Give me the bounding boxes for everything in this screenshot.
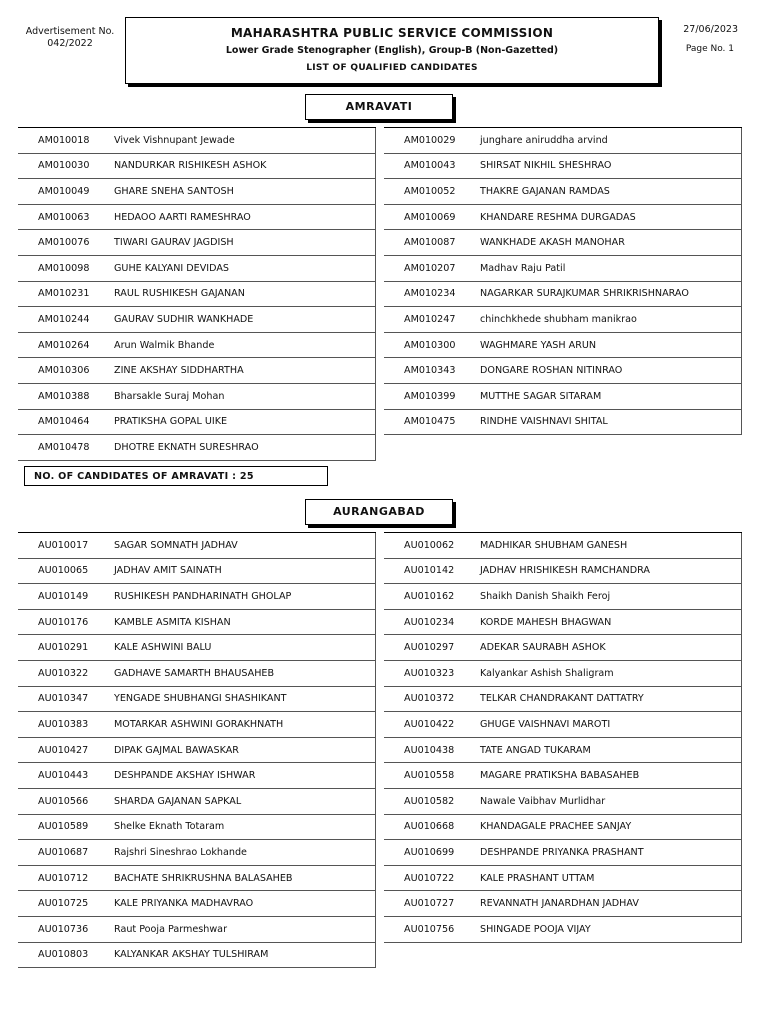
candidate-name: RUSHIKESH PANDHARINATH GHOLAP <box>114 590 292 602</box>
candidate-name: ADEKAR SAURABH ASHOK <box>480 642 606 654</box>
roll-number: AM010475 <box>404 416 456 428</box>
header-box <box>125 17 659 84</box>
roll-number: AM010388 <box>38 390 90 402</box>
aurangabad-left-column <box>18 532 376 968</box>
candidate-name: DESHPANDE AKSHAY ISHWAR <box>114 770 256 782</box>
candidate-name: Bharsakle Suraj Mohan <box>114 390 225 402</box>
roll-number: AU010558 <box>404 770 455 782</box>
candidate-row <box>18 738 376 764</box>
candidate-name: Raut Pooja Parmeshwar <box>114 923 228 935</box>
candidate-row <box>18 815 376 841</box>
list-title: LIST OF QUALIFIED CANDIDATES <box>306 63 478 73</box>
roll-number: AU010722 <box>404 872 455 884</box>
roll-number: AU010372 <box>404 693 455 705</box>
candidate-row <box>384 815 742 841</box>
candidate-row <box>384 533 742 559</box>
roll-number: AU010062 <box>404 539 455 551</box>
roll-number: AU010427 <box>38 744 89 756</box>
roll-number: AM010087 <box>404 237 456 249</box>
candidate-row <box>384 230 742 256</box>
roll-number: AU010017 <box>38 539 89 551</box>
roll-number: AU010566 <box>38 795 89 807</box>
candidate-row <box>18 917 376 943</box>
candidate-name: chinchkhede shubham manikrao <box>480 313 637 325</box>
candidate-name: RINDHE VAISHNAVI SHITAL <box>480 416 608 428</box>
roll-number: AU010443 <box>38 770 89 782</box>
roll-number: AU010582 <box>404 795 455 807</box>
candidate-name: DESHPANDE PRIYANKA PRASHANT <box>480 846 644 858</box>
candidate-row <box>384 307 742 333</box>
candidate-name: DHOTRE EKNATH SURESHRAO <box>114 441 259 453</box>
division-heading-aurangabad: AURANGABAD <box>305 499 453 525</box>
roll-number: AM010018 <box>38 134 90 146</box>
roll-number: AM010063 <box>38 211 90 223</box>
candidate-name: BACHATE SHRIKRUSHNA BALASAHEB <box>114 872 293 884</box>
candidate-name: GHUGE VAISHNAVI MAROTI <box>480 718 611 730</box>
candidate-name: REVANNATH JANARDHAN JADHAV <box>480 898 639 910</box>
candidate-row <box>18 205 376 231</box>
post-subtitle: Lower Grade Stenographer (English), Group-B (Non-Gazetted) <box>225 45 559 56</box>
candidate-name: Nawale Vaibhav Murlidhar <box>480 795 606 807</box>
candidate-name: GADHAVE SAMARTH BHAUSAHEB <box>114 667 275 679</box>
candidate-row <box>18 840 376 866</box>
roll-number: AM010052 <box>404 185 456 197</box>
roll-number: AU010297 <box>404 642 455 654</box>
advertisement-label: Advertisement No. <box>25 26 115 37</box>
roll-number: AU010589 <box>38 821 89 833</box>
candidate-name: WAGHMARE YASH ARUN <box>480 339 597 351</box>
candidate-name: SHIRSAT NIKHIL SHESHRAO <box>480 160 612 172</box>
advertisement-number <box>16 26 124 50</box>
candidate-row <box>384 687 742 713</box>
candidate-row <box>384 154 742 180</box>
roll-number: AU010347 <box>38 693 89 705</box>
candidate-row <box>18 635 376 661</box>
roll-number: AU010291 <box>38 642 89 654</box>
candidate-row <box>18 789 376 815</box>
candidate-row <box>384 917 742 943</box>
candidate-row <box>18 282 376 308</box>
roll-number: AM010049 <box>38 185 90 197</box>
candidate-name: KAMBLE ASMITA KISHAN <box>114 616 231 628</box>
roll-number: AM010069 <box>404 211 456 223</box>
candidate-row <box>18 943 376 969</box>
candidate-name: TIWARI GAURAV JAGDISH <box>114 237 234 249</box>
commission-title: MAHARASHTRA PUBLIC SERVICE COMMISSION <box>230 26 554 40</box>
candidate-name: GAURAV SUDHIR WANKHADE <box>114 313 254 325</box>
candidate-row <box>18 307 376 333</box>
candidate-row <box>18 333 376 359</box>
roll-number: AU010803 <box>38 949 89 961</box>
candidate-row <box>384 128 742 154</box>
candidate-name: YENGADE SHUBHANGI SHASHIKANT <box>114 693 287 705</box>
candidate-name: JADHAV AMIT SAINATH <box>114 565 222 577</box>
roll-number: AU010383 <box>38 718 89 730</box>
amravati-right-column <box>384 127 742 435</box>
candidate-row <box>18 712 376 738</box>
roll-number: AM010098 <box>38 262 90 274</box>
candidate-name: MOTARKAR ASHWINI GORAKHNATH <box>114 718 284 730</box>
candidate-name: WANKHADE AKASH MANOHAR <box>480 237 625 249</box>
candidate-name: NANDURKAR RISHIKESH ASHOK <box>114 160 267 172</box>
candidate-row <box>384 205 742 231</box>
candidate-name: TATE ANGAD TUKARAM <box>480 744 591 756</box>
candidate-row <box>384 789 742 815</box>
amravati-left-column <box>18 127 376 461</box>
candidate-row <box>18 230 376 256</box>
candidate-name: Shelke Eknath Totaram <box>114 821 225 833</box>
candidate-name: MUTTHE SAGAR SITARAM <box>480 390 602 402</box>
candidate-name: THAKRE GAJANAN RAMDAS <box>480 185 610 197</box>
roll-number: AU010725 <box>38 898 89 910</box>
candidate-row <box>384 179 742 205</box>
roll-number: AM010234 <box>404 288 456 300</box>
candidate-name: NAGARKAR SURAJKUMAR SHRIKRISHNARAO <box>480 288 689 300</box>
candidate-name: SHINGADE POOJA VIJAY <box>480 923 591 935</box>
roll-number: AM010029 <box>404 134 456 146</box>
candidate-row <box>384 635 742 661</box>
candidate-name: MADHIKAR SHUBHAM GANESH <box>480 539 628 551</box>
candidate-row <box>18 584 376 610</box>
candidate-name: ZINE AKSHAY SIDDHARTHA <box>114 365 244 377</box>
candidate-count-amravati: NO. OF CANDIDATES OF AMRAVATI : 25 <box>24 466 328 486</box>
aurangabad-right-column <box>384 532 742 943</box>
roll-number: AU010699 <box>404 846 455 858</box>
candidate-row <box>384 256 742 282</box>
division-heading-amravati: AMRAVATI <box>305 94 453 120</box>
roll-number: AM010300 <box>404 339 456 351</box>
candidate-name: Rajshri Sineshrao Lokhande <box>114 846 247 858</box>
candidate-name: JADHAV HRISHIKESH RAMCHANDRA <box>480 565 650 577</box>
candidate-name: KALYANKAR AKSHAY TULSHIRAM <box>114 949 269 961</box>
advertisement-value: 042/2022 <box>47 38 93 49</box>
candidate-row <box>18 610 376 636</box>
candidate-name: KORDE MAHESH BHAGWAN <box>480 616 612 628</box>
candidate-row <box>18 763 376 789</box>
candidate-row <box>384 712 742 738</box>
roll-number: AU010438 <box>404 744 455 756</box>
roll-number: AU010065 <box>38 565 89 577</box>
roll-number: AU010736 <box>38 923 89 935</box>
candidate-name: Vivek Vishnupant Jewade <box>114 134 235 146</box>
candidate-row <box>18 154 376 180</box>
roll-number: AU010668 <box>404 821 455 833</box>
candidate-name: Shaikh Danish Shaikh Feroj <box>480 590 611 602</box>
candidate-row <box>18 891 376 917</box>
candidate-name: MAGARE PRATIKSHA BABASAHEB <box>480 770 640 782</box>
roll-number: AM010343 <box>404 365 456 377</box>
candidate-row <box>18 410 376 436</box>
roll-number: AU010727 <box>404 898 455 910</box>
roll-number: AM010076 <box>38 237 90 249</box>
roll-number: AU010162 <box>404 590 455 602</box>
roll-number: AU010712 <box>38 872 89 884</box>
document-date: 27/06/2023 <box>683 24 738 35</box>
candidate-row <box>384 661 742 687</box>
candidate-name: KALE PRASHANT UTTAM <box>480 872 595 884</box>
candidate-row <box>384 410 742 436</box>
candidate-name: GUHE KALYANI DEVIDAS <box>114 262 229 274</box>
candidate-name: DONGARE ROSHAN NITINRAO <box>480 365 623 377</box>
roll-number: AU010142 <box>404 565 455 577</box>
roll-number: AU010149 <box>38 590 89 602</box>
candidate-row <box>18 866 376 892</box>
page-number: Page No. 1 <box>685 44 734 54</box>
candidate-name: KHANDAGALE PRACHEE SANJAY <box>480 821 632 833</box>
roll-number: AU010687 <box>38 846 89 858</box>
candidate-row <box>18 179 376 205</box>
candidate-row <box>384 763 742 789</box>
candidate-row <box>18 559 376 585</box>
candidate-row <box>18 435 376 461</box>
roll-number: AM010464 <box>38 416 90 428</box>
candidate-name: KHANDARE RESHMA DURGADAS <box>480 211 636 223</box>
roll-number: AM010231 <box>38 288 90 300</box>
candidate-row <box>384 738 742 764</box>
roll-number: AU010323 <box>404 667 455 679</box>
candidate-name: PRATIKSHA GOPAL UIKE <box>114 416 228 428</box>
roll-number: AM010043 <box>404 160 456 172</box>
roll-number: AU010234 <box>404 616 455 628</box>
candidate-name: SAGAR SOMNATH JADHAV <box>114 539 238 551</box>
candidate-name: Kalyankar Ashish Shaligram <box>480 667 614 679</box>
candidate-row <box>18 687 376 713</box>
roll-number: AM010030 <box>38 160 90 172</box>
candidate-name: Madhav Raju Patil <box>480 262 566 274</box>
candidate-row <box>18 533 376 559</box>
candidate-name: SHARDA GAJANAN SAPKAL <box>114 795 242 807</box>
roll-number: AM010264 <box>38 339 90 351</box>
candidate-name: KALE ASHWINI BALU <box>114 642 212 654</box>
candidate-row <box>384 891 742 917</box>
candidate-name: DIPAK GAJMAL BAWASKAR <box>114 744 239 756</box>
roll-number: AU010176 <box>38 616 89 628</box>
roll-number: AU010422 <box>404 718 455 730</box>
roll-number: AM010399 <box>404 390 456 402</box>
candidate-row <box>384 866 742 892</box>
candidate-row <box>384 358 742 384</box>
roll-number: AM010244 <box>38 313 90 325</box>
candidate-row <box>384 559 742 585</box>
candidate-row <box>18 128 376 154</box>
candidate-row <box>18 358 376 384</box>
candidate-name: TELKAR CHANDRAKANT DATTATRY <box>480 693 644 705</box>
candidate-row <box>384 584 742 610</box>
candidate-row <box>18 256 376 282</box>
candidate-row <box>384 384 742 410</box>
candidate-row <box>18 384 376 410</box>
roll-number: AU010322 <box>38 667 89 679</box>
candidate-row <box>18 661 376 687</box>
roll-number: AM010207 <box>404 262 456 274</box>
roll-number: AM010306 <box>38 365 90 377</box>
candidate-name: HEDAOO AARTI RAMESHRAO <box>114 211 251 223</box>
candidate-name: KALE PRIYANKA MADHAVRAO <box>114 898 254 910</box>
candidate-row <box>384 333 742 359</box>
candidate-name: Arun Walmik Bhande <box>114 339 215 351</box>
roll-number: AM010247 <box>404 313 456 325</box>
candidate-row <box>384 840 742 866</box>
candidate-name: RAUL RUSHIKESH GAJANAN <box>114 288 245 300</box>
candidate-name: junghare aniruddha arvind <box>480 134 608 146</box>
roll-number: AM010478 <box>38 441 90 453</box>
candidate-row <box>384 610 742 636</box>
candidate-name: GHARE SNEHA SANTOSH <box>114 185 234 197</box>
roll-number: AU010756 <box>404 923 455 935</box>
candidate-row <box>384 282 742 308</box>
